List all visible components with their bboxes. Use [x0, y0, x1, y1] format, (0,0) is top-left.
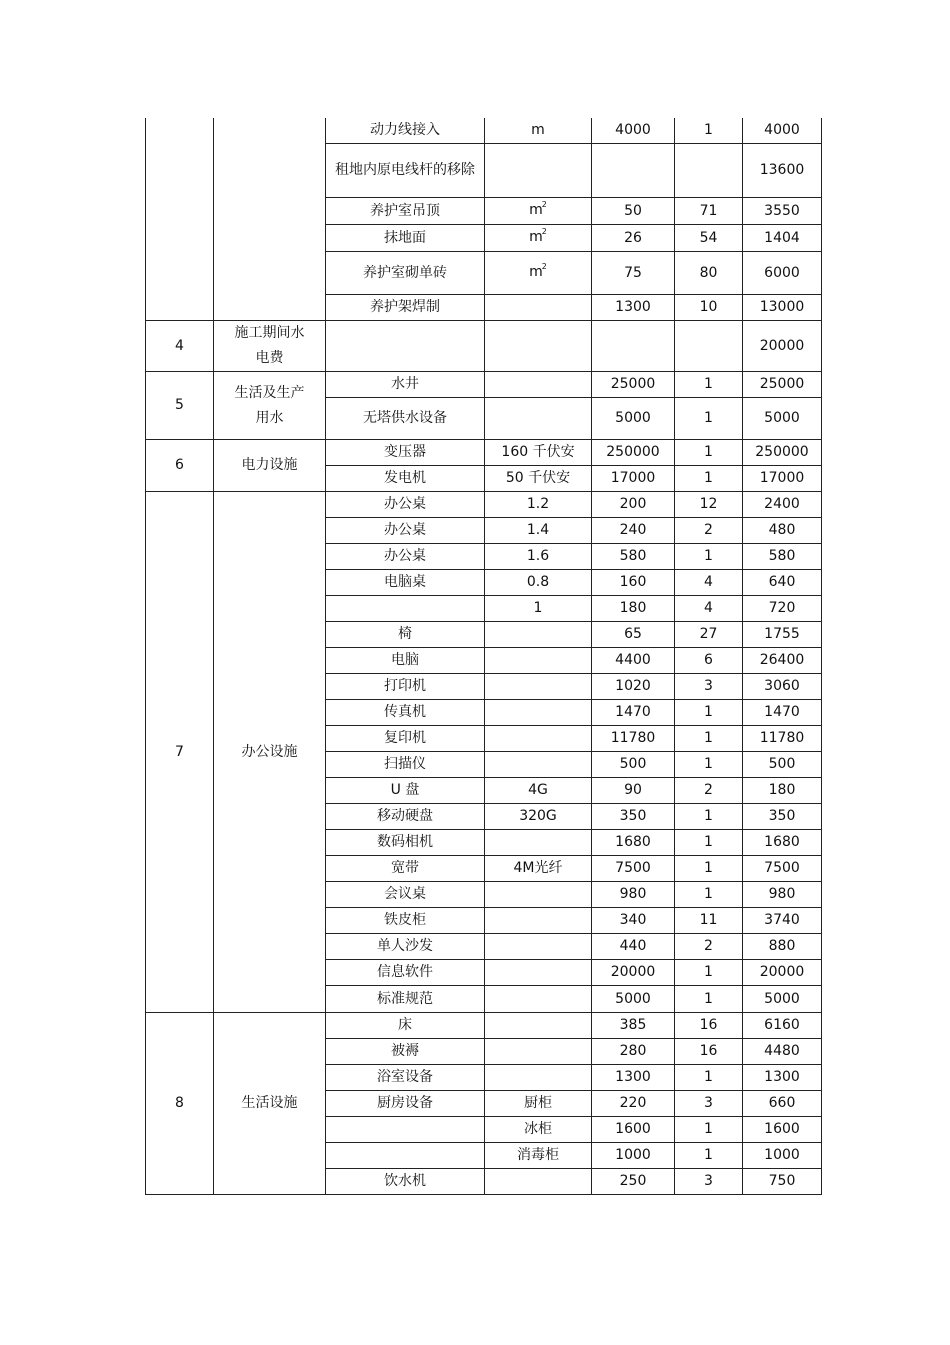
unit-price-cell: 200 — [592, 492, 675, 518]
unit-price-cell: 1600 — [592, 1117, 675, 1143]
total-cell: 3740 — [743, 908, 822, 934]
unit-price-cell: 220 — [592, 1091, 675, 1117]
unit-price-cell: 250000 — [592, 440, 675, 466]
unit-text: m — [529, 229, 543, 245]
unit-price-cell: 25000 — [592, 372, 675, 398]
item-cell: 扫描仪 — [326, 752, 485, 778]
unit-price-cell: 1300 — [592, 295, 675, 321]
spec-cell: 4G — [485, 778, 592, 804]
quantity-cell: 3 — [675, 1169, 743, 1195]
total-cell: 500 — [743, 752, 822, 778]
quantity-cell: 3 — [675, 674, 743, 700]
spec-cell: 1.2 — [485, 492, 592, 518]
total-cell: 6000 — [743, 252, 822, 295]
total-cell: 4000 — [743, 118, 822, 144]
item-cell — [326, 321, 485, 372]
spec-cell — [485, 752, 592, 778]
section-number: 5 — [146, 372, 214, 440]
item-cell: 床 — [326, 1013, 485, 1039]
total-cell: 2400 — [743, 492, 822, 518]
unit-price-cell: 180 — [592, 596, 675, 622]
total-cell: 1680 — [743, 830, 822, 856]
total-cell: 1300 — [743, 1065, 822, 1091]
item-cell: 传真机 — [326, 700, 485, 726]
unit-text: m — [529, 264, 543, 280]
spec-cell — [485, 700, 592, 726]
quantity-cell: 1 — [675, 1117, 743, 1143]
total-cell: 20000 — [743, 960, 822, 986]
unit-price-cell: 75 — [592, 252, 675, 295]
section-name — [214, 118, 326, 321]
item-cell: 宽带 — [326, 856, 485, 882]
table-row — [146, 492, 822, 518]
unit-price-cell: 26 — [592, 225, 675, 252]
unit-price-cell — [592, 144, 675, 198]
item-cell: 养护室吊顶 — [326, 198, 485, 225]
table-row — [146, 1013, 822, 1039]
quantity-cell: 4 — [675, 570, 743, 596]
spec-cell: 1 — [485, 596, 592, 622]
quantity-cell: 71 — [675, 198, 743, 225]
total-cell: 480 — [743, 518, 822, 544]
spec-cell — [485, 960, 592, 986]
unit-price-cell: 240 — [592, 518, 675, 544]
total-cell: 25000 — [743, 372, 822, 398]
item-cell — [326, 1143, 485, 1169]
item-cell: 被褥 — [326, 1039, 485, 1065]
total-cell: 3060 — [743, 674, 822, 700]
total-cell: 350 — [743, 804, 822, 830]
section-name: 生活设施 — [214, 1013, 326, 1195]
item-cell: 移动硬盘 — [326, 804, 485, 830]
quantity-cell: 54 — [675, 225, 743, 252]
quantity-cell: 12 — [675, 492, 743, 518]
item-cell: 铁皮柜 — [326, 908, 485, 934]
total-cell: 13600 — [743, 144, 822, 198]
spec-cell: 320G — [485, 804, 592, 830]
item-cell: 办公桌 — [326, 518, 485, 544]
spec-cell: 消毒柜 — [485, 1143, 592, 1169]
spec-cell: m — [485, 118, 592, 144]
total-cell: 11780 — [743, 726, 822, 752]
item-cell: 动力线接入 — [326, 118, 485, 144]
unit-price-cell: 1680 — [592, 830, 675, 856]
spec-cell: 50 千伏安 — [485, 466, 592, 492]
item-cell: 饮水机 — [326, 1169, 485, 1195]
total-cell: 580 — [743, 544, 822, 570]
total-cell: 13000 — [743, 295, 822, 321]
spec-cell — [485, 674, 592, 700]
quantity-cell: 16 — [675, 1013, 743, 1039]
unit-price-cell: 20000 — [592, 960, 675, 986]
section-number: 8 — [146, 1013, 214, 1195]
unit-price-cell: 5000 — [592, 398, 675, 440]
total-cell: 1470 — [743, 700, 822, 726]
quantity-cell: 1 — [675, 830, 743, 856]
spec-cell — [485, 1169, 592, 1195]
section-name: 电力设施 — [214, 440, 326, 492]
total-cell: 5000 — [743, 986, 822, 1013]
unit-price-cell: 1470 — [592, 700, 675, 726]
total-cell: 4480 — [743, 1039, 822, 1065]
spec-cell — [485, 225, 592, 252]
unit-price-cell: 1300 — [592, 1065, 675, 1091]
section-number — [146, 118, 214, 321]
spec-cell — [485, 622, 592, 648]
unit-price-cell: 4000 — [592, 118, 675, 144]
quantity-cell — [675, 321, 743, 372]
unit-superscript: 2 — [541, 262, 547, 271]
spec-cell: 1.4 — [485, 518, 592, 544]
unit-price-cell: 90 — [592, 778, 675, 804]
unit-price-cell: 1000 — [592, 1143, 675, 1169]
item-cell: 办公桌 — [326, 492, 485, 518]
total-cell: 720 — [743, 596, 822, 622]
item-cell: U 盘 — [326, 778, 485, 804]
spec-cell — [485, 726, 592, 752]
unit-price-cell — [592, 321, 675, 372]
spec-cell: 4M光纤 — [485, 856, 592, 882]
quantity-cell: 1 — [675, 1143, 743, 1169]
spec-cell — [485, 830, 592, 856]
spec-cell — [485, 882, 592, 908]
spec-cell — [485, 1065, 592, 1091]
cost-table-body — [146, 118, 822, 1195]
total-cell: 1000 — [743, 1143, 822, 1169]
item-cell: 会议桌 — [326, 882, 485, 908]
item-cell: 浴室设备 — [326, 1065, 485, 1091]
total-cell: 180 — [743, 778, 822, 804]
section-number: 6 — [146, 440, 214, 492]
spec-cell — [485, 398, 592, 440]
item-cell: 养护架焊制 — [326, 295, 485, 321]
spec-cell — [485, 252, 592, 295]
unit-price-cell: 500 — [592, 752, 675, 778]
unit-price-cell: 4400 — [592, 648, 675, 674]
item-cell: 厨房设备 — [326, 1091, 485, 1117]
total-cell: 6160 — [743, 1013, 822, 1039]
spec-cell — [485, 295, 592, 321]
unit-price-cell: 5000 — [592, 986, 675, 1013]
unit-price-cell: 580 — [592, 544, 675, 570]
spec-cell — [485, 986, 592, 1013]
quantity-cell: 3 — [675, 1091, 743, 1117]
quantity-cell: 1 — [675, 440, 743, 466]
quantity-cell: 80 — [675, 252, 743, 295]
quantity-cell: 1 — [675, 986, 743, 1013]
item-cell: 单人沙发 — [326, 934, 485, 960]
section-name: 施工期间水电费 — [214, 321, 326, 372]
quantity-cell: 1 — [675, 700, 743, 726]
item-cell: 椅 — [326, 622, 485, 648]
quantity-cell: 11 — [675, 908, 743, 934]
unit-superscript: 2 — [541, 200, 547, 209]
unit-text: m — [529, 202, 543, 218]
quantity-cell: 1 — [675, 466, 743, 492]
quantity-cell: 16 — [675, 1039, 743, 1065]
unit-price-cell: 385 — [592, 1013, 675, 1039]
quantity-cell: 2 — [675, 518, 743, 544]
section-name: 办公设施 — [214, 492, 326, 1013]
quantity-cell: 1 — [675, 1065, 743, 1091]
table-row — [146, 321, 822, 372]
quantity-cell: 6 — [675, 648, 743, 674]
section-number: 4 — [146, 321, 214, 372]
item-cell: 电脑桌 — [326, 570, 485, 596]
unit-price-cell: 7500 — [592, 856, 675, 882]
quantity-cell: 1 — [675, 804, 743, 830]
total-cell: 880 — [743, 934, 822, 960]
total-cell: 3550 — [743, 198, 822, 225]
quantity-cell: 1 — [675, 544, 743, 570]
unit-price-cell: 250 — [592, 1169, 675, 1195]
item-cell: 信息软件 — [326, 960, 485, 986]
spec-cell: 厨柜 — [485, 1091, 592, 1117]
section-number: 7 — [146, 492, 214, 1013]
quantity-cell: 1 — [675, 118, 743, 144]
total-cell: 250000 — [743, 440, 822, 466]
item-cell: 变压器 — [326, 440, 485, 466]
table-row — [146, 440, 822, 466]
total-cell: 1404 — [743, 225, 822, 252]
item-cell: 无塔供水设备 — [326, 398, 485, 440]
quantity-cell: 27 — [675, 622, 743, 648]
quantity-cell: 2 — [675, 778, 743, 804]
spec-cell — [485, 1013, 592, 1039]
unit-price-cell: 980 — [592, 882, 675, 908]
item-cell — [326, 596, 485, 622]
spec-cell — [485, 198, 592, 225]
spec-cell: 1.6 — [485, 544, 592, 570]
spec-cell — [485, 321, 592, 372]
item-cell: 养护室砌单砖 — [326, 252, 485, 295]
item-cell: 租地内原电线杆的移除 — [326, 144, 485, 198]
unit-price-cell: 280 — [592, 1039, 675, 1065]
unit-price-cell: 340 — [592, 908, 675, 934]
item-cell: 发电机 — [326, 466, 485, 492]
unit-price-cell: 50 — [592, 198, 675, 225]
item-cell: 标准规范 — [326, 986, 485, 1013]
quantity-cell: 10 — [675, 295, 743, 321]
item-cell: 复印机 — [326, 726, 485, 752]
quantity-cell: 1 — [675, 726, 743, 752]
spec-cell — [485, 144, 592, 198]
quantity-cell: 1 — [675, 752, 743, 778]
total-cell: 17000 — [743, 466, 822, 492]
unit-price-cell: 65 — [592, 622, 675, 648]
spec-cell — [485, 934, 592, 960]
total-cell: 26400 — [743, 648, 822, 674]
total-cell: 7500 — [743, 856, 822, 882]
spec-cell — [485, 648, 592, 674]
item-cell: 抹地面 — [326, 225, 485, 252]
unit-price-cell: 11780 — [592, 726, 675, 752]
spec-cell — [485, 1039, 592, 1065]
total-cell: 1755 — [743, 622, 822, 648]
quantity-cell — [675, 144, 743, 198]
item-cell — [326, 1117, 485, 1143]
spec-cell — [485, 908, 592, 934]
item-cell: 电脑 — [326, 648, 485, 674]
quantity-cell: 1 — [675, 372, 743, 398]
total-cell: 5000 — [743, 398, 822, 440]
spec-cell — [485, 372, 592, 398]
unit-price-cell: 440 — [592, 934, 675, 960]
unit-price-cell: 350 — [592, 804, 675, 830]
item-cell: 数码相机 — [326, 830, 485, 856]
quantity-cell: 4 — [675, 596, 743, 622]
spec-cell: 0.8 — [485, 570, 592, 596]
quantity-cell: 1 — [675, 960, 743, 986]
table-row — [146, 372, 822, 398]
total-cell: 980 — [743, 882, 822, 908]
section-name: 生活及生产用水 — [214, 372, 326, 440]
total-cell: 20000 — [743, 321, 822, 372]
unit-price-cell: 17000 — [592, 466, 675, 492]
quantity-cell: 1 — [675, 856, 743, 882]
quantity-cell: 1 — [675, 882, 743, 908]
total-cell: 660 — [743, 1091, 822, 1117]
quantity-cell: 1 — [675, 398, 743, 440]
item-cell: 办公桌 — [326, 544, 485, 570]
total-cell: 1600 — [743, 1117, 822, 1143]
cost-table — [145, 118, 822, 1195]
total-cell: 640 — [743, 570, 822, 596]
total-cell: 750 — [743, 1169, 822, 1195]
unit-price-cell: 1020 — [592, 674, 675, 700]
quantity-cell: 2 — [675, 934, 743, 960]
item-cell: 打印机 — [326, 674, 485, 700]
spec-cell: 冰柜 — [485, 1117, 592, 1143]
unit-price-cell: 160 — [592, 570, 675, 596]
spec-cell: 160 千伏安 — [485, 440, 592, 466]
unit-superscript: 2 — [541, 227, 547, 236]
table-row — [146, 118, 822, 144]
item-cell: 水井 — [326, 372, 485, 398]
